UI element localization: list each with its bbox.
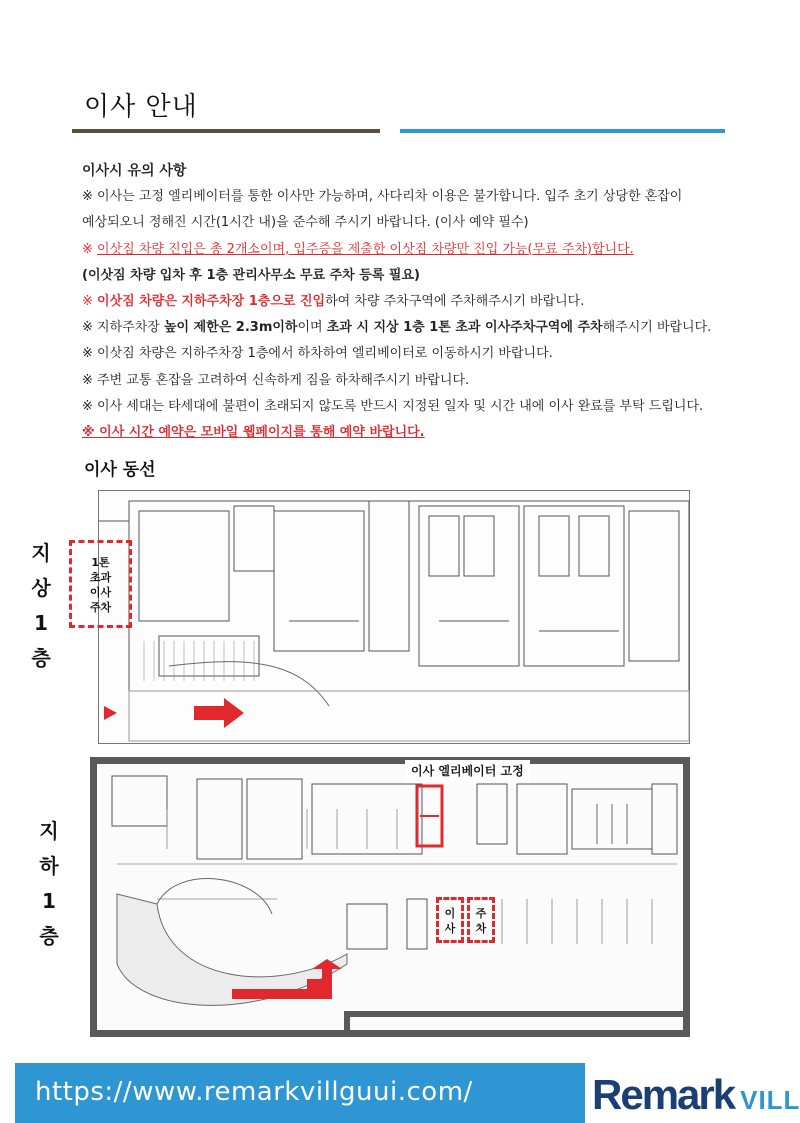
note-mark: ※	[82, 241, 98, 257]
page-title: 이사 안내	[84, 92, 198, 122]
note-line-6-d: 초과 시 지상 1층 1톤 초과 이사주차구역에 주차	[326, 320, 603, 336]
zone-label-line: 차	[475, 922, 487, 935]
moving-zone-box	[436, 897, 464, 943]
note-line-3	[82, 237, 762, 263]
ground-label-char: 층	[31, 646, 51, 670]
zone-label-line: 사	[444, 922, 456, 935]
zone-label-line: 이	[444, 907, 456, 920]
logo-main: Remark	[592, 1071, 735, 1118]
basement-label-char: 지	[39, 819, 59, 843]
note-line-4: (이삿짐 차량 입차 후 1층 관리사무소 무료 주차 등록 필요)	[82, 267, 420, 283]
zone-label-line: 1톤	[91, 556, 110, 569]
basement-label-char: 1	[42, 889, 56, 913]
ground-label-char: 1	[34, 611, 48, 635]
ground-label-char: 지	[31, 541, 51, 565]
ground-label-char: 상	[31, 576, 51, 600]
note-line-5	[82, 289, 762, 315]
note-line-10: ※ 이사 시간 예약은 모바일 웹페이지를 통해 예약 바랍니다.	[82, 425, 425, 441]
zone-label-line: 주	[475, 907, 487, 920]
note-line-3-text: 이삿짐 차량 진입은 총 2개소이며, 입주증을 제출한 이삿짐 차량만 진입 가능(무료 주차)합니다.	[97, 241, 634, 257]
zone-label-line: 주차	[89, 601, 112, 614]
note-line-2: 예상되오니 정해진 시간(1시간 내)을 준수해 주시기 바랍니다. (이사 예약 필수)	[82, 215, 529, 231]
basement-floor-plan	[90, 757, 690, 1037]
zone-label-line: 이사	[89, 586, 112, 599]
note-line-8: ※ 주변 교통 혼잡을 고려하여 신속하게 짐을 하차해주시기 바랍니다.	[82, 372, 470, 388]
ground-floor-drawing	[99, 491, 689, 743]
zone-label-line: 초과	[89, 571, 112, 584]
logo-sub: VILL	[740, 1085, 800, 1115]
ground-floor-plan	[98, 490, 690, 744]
note-mark: ※	[82, 294, 98, 310]
basement-floor-drawing	[97, 764, 683, 1030]
basement-label-char: 하	[39, 854, 59, 878]
footer-url-bar[interactable]	[15, 1063, 585, 1123]
note-line-5-highlight: 이삿짐 차량은 지하주차장 1층으로 진입	[97, 294, 326, 310]
footer	[0, 1063, 800, 1123]
title-rule-left	[72, 129, 380, 133]
notes-heading: 이사시 유의 사항	[82, 163, 187, 179]
note-line-9: ※ 이사 세대는 타세대에 불편이 초래되지 않도록 반드시 지정된 일자 및 시간 내에 이사 완료를 부탁 드립니다.	[82, 398, 704, 414]
parking-zone-box	[467, 897, 495, 943]
note-line-1: ※ 이사는 고정 엘리베이터를 통한 이사만 가능하며, 사다리차 이용은 불가합니다. 입주 초기 상당한 혼잡이	[82, 189, 683, 205]
note-line-5-rest: 하여 차량 주차구역에 주차해주시기 바랍니다.	[325, 294, 585, 310]
moving-flow-title: 이사 동선	[84, 460, 156, 480]
note-line-6-c: 이며	[297, 320, 327, 336]
footer-url-link[interactable]: https://www.remarkvillguui.com/	[35, 1077, 473, 1107]
note-line-6-a: ※ 지하주차장	[82, 320, 164, 336]
basement-label-char: 층	[39, 924, 59, 948]
remarkvill-logo	[592, 1071, 800, 1119]
moving-notes	[82, 158, 762, 446]
note-line-6-e: 해주시기 바랍니다.	[602, 320, 712, 336]
ground-floor-label	[26, 536, 56, 676]
note-line-6	[82, 315, 762, 341]
basement-floor-label	[34, 814, 64, 954]
note-line-7: ※ 이삿짐 차량은 지하주차장 1층에서 하차하여 엘리베이터로 이동하시기 바랍니다.	[82, 346, 553, 362]
oversize-truck-parking-zone	[69, 540, 132, 628]
note-line-6-b: 높이 제한은 2.3m이하	[163, 320, 298, 336]
title-rule-right	[400, 129, 725, 133]
moving-elevator-label: 이사 엘리베이터 고정	[405, 760, 530, 781]
